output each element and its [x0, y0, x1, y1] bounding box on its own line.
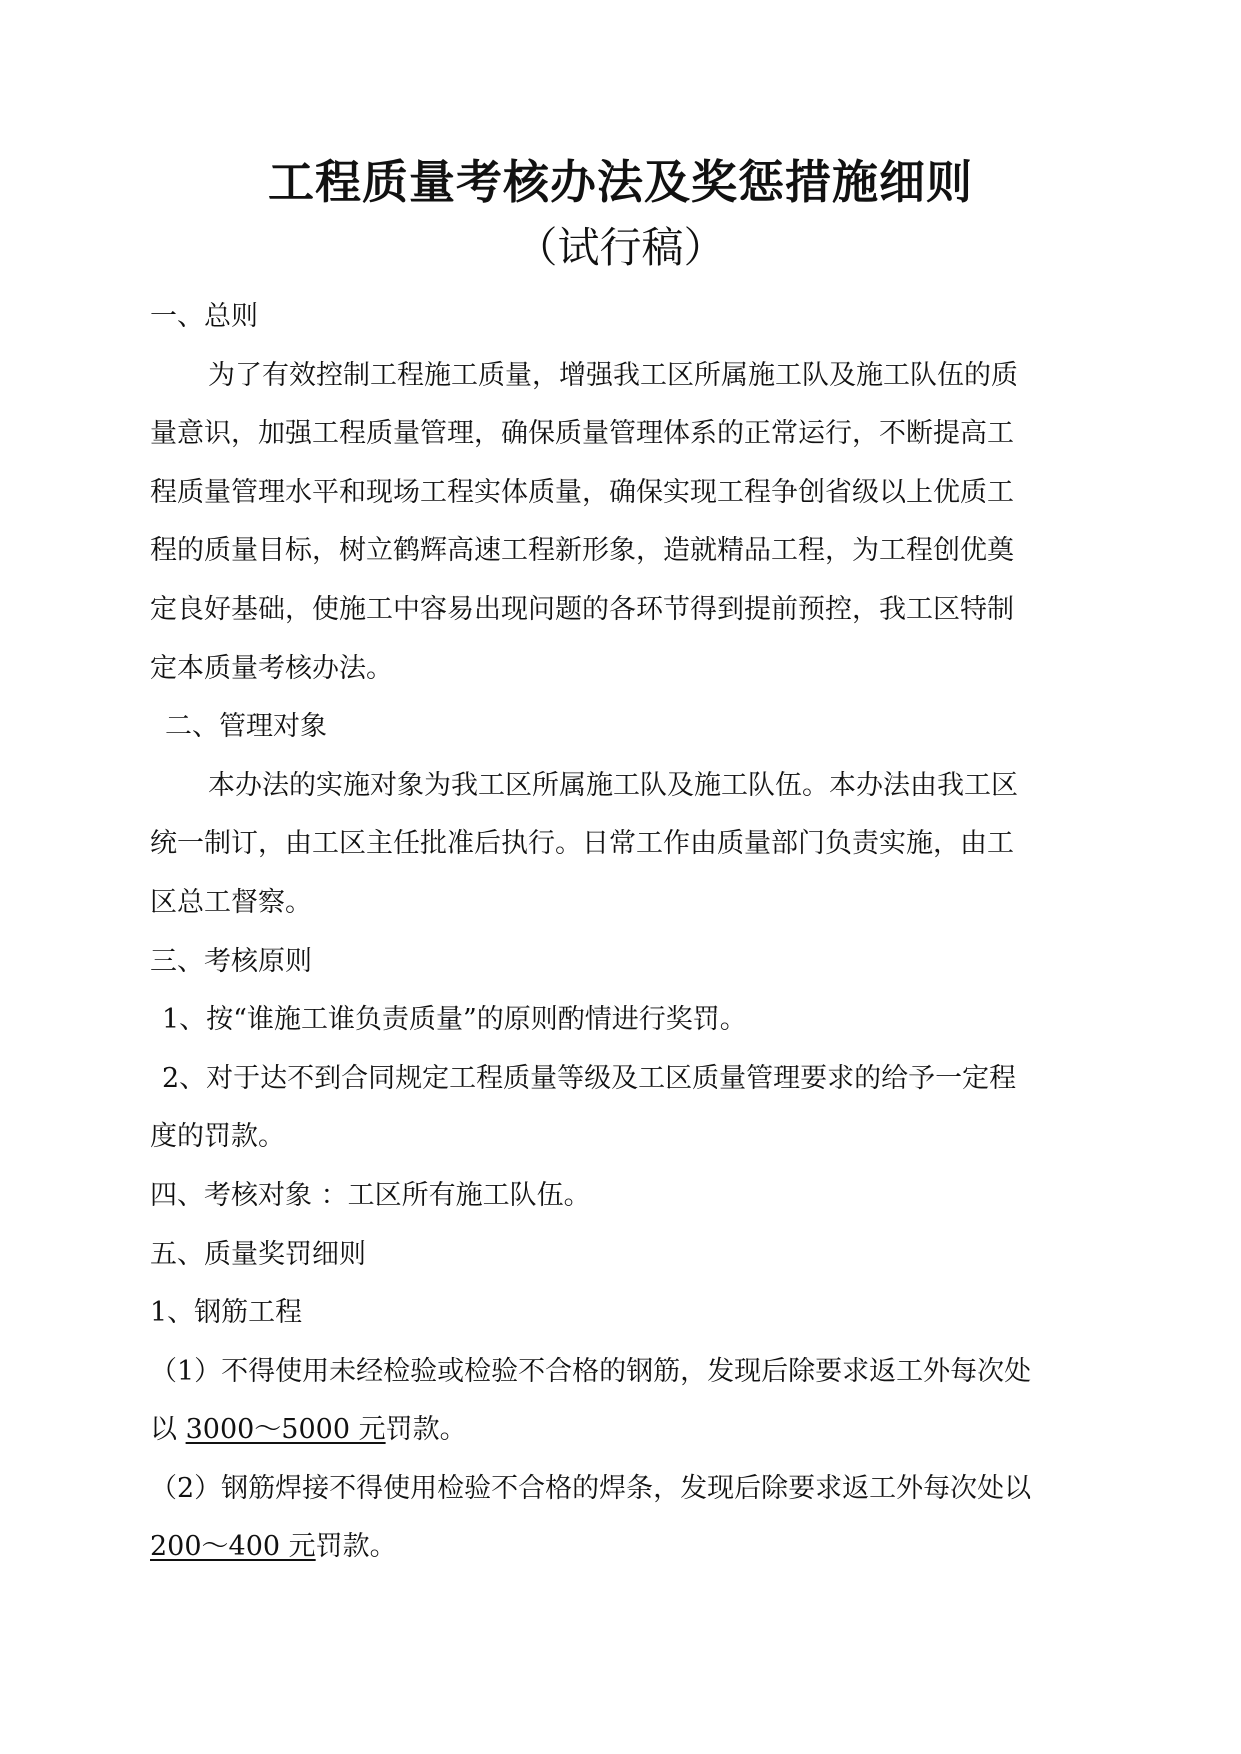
paragraph-line: 区总工督察。 [150, 886, 312, 918]
rule-item-continuation [150, 1518, 1080, 1577]
subsection-heading-rebar: 1、钢筋工程 [150, 1297, 303, 1329]
penalty-amount: 3000～5000 元 [185, 1414, 386, 1446]
section-heading-general: 一、总则 [150, 301, 258, 332]
paragraph-line: 量意识，加强工程质量管理，确保质量管理体系的正常运行，不断提高工 [150, 418, 1014, 450]
paragraph-line: 程的质量目标，树立鹤辉高速工程新形象，造就精品工程，为工程创优奠 [150, 535, 1014, 567]
text-suffix: 罚款。 [315, 1531, 397, 1563]
paragraph-line: 定本质量考核办法。 [150, 652, 393, 684]
paragraph-line: 度的罚款。 [150, 1121, 285, 1153]
rule-item: （2）钢筋焊接不得使用检验不合格的焊条，发现后除要求返工外每次处以 [150, 1472, 1032, 1504]
paragraph-line: 统一制订，由工区主任批准后执行。日常工作由质量部门负责实施，由工 [150, 828, 1014, 860]
penalty-amount: 200～400 元 [150, 1531, 316, 1563]
document-title: 工程质量考核办法及奖惩措施细则 [268, 155, 973, 209]
rule-item-continuation [150, 1401, 1080, 1460]
rule-item: （1）不得使用未经检验或检验不合格的钢筋，发现后除要求返工外每次处 [150, 1355, 1032, 1387]
text-suffix: 罚款。 [385, 1414, 467, 1446]
paragraph-line: 本办法的实施对象为我工区所属施工队及施工队伍。本办法由我工区 [208, 769, 1018, 801]
section-heading-rewards: 五、质量奖罚细则 [150, 1238, 366, 1270]
section-heading-principles: 三、考核原则 [150, 945, 312, 977]
section-heading-targets: 四、考核对象 ：工区所有施工队伍。 [150, 1179, 591, 1211]
principle-item: 2、对于达不到合同规定工程质量等级及工区质量管理要求的给予一定程 [162, 1062, 1017, 1094]
text-prefix: 以 [150, 1414, 186, 1446]
document-body [150, 288, 1080, 1577]
principle-item: 1、按“谁施工谁负责质量”的原则酌情进行奖罚。 [162, 1004, 747, 1036]
paragraph-line: 定良好基础，使施工中容易出现问题的各环节得到提前预控，我工区特制 [150, 593, 1014, 625]
document-subtitle: （试行稿） [515, 223, 726, 272]
paragraph-line: 为了有效控制工程施工质量，增强我工区所属施工队及施工队伍的质 [208, 359, 1018, 391]
section-heading-management: 二、管理对象 [165, 711, 327, 743]
paragraph-line: 程质量管理水平和现场工程实体质量，确保实现工程争创省级以上优质工 [150, 476, 1014, 508]
